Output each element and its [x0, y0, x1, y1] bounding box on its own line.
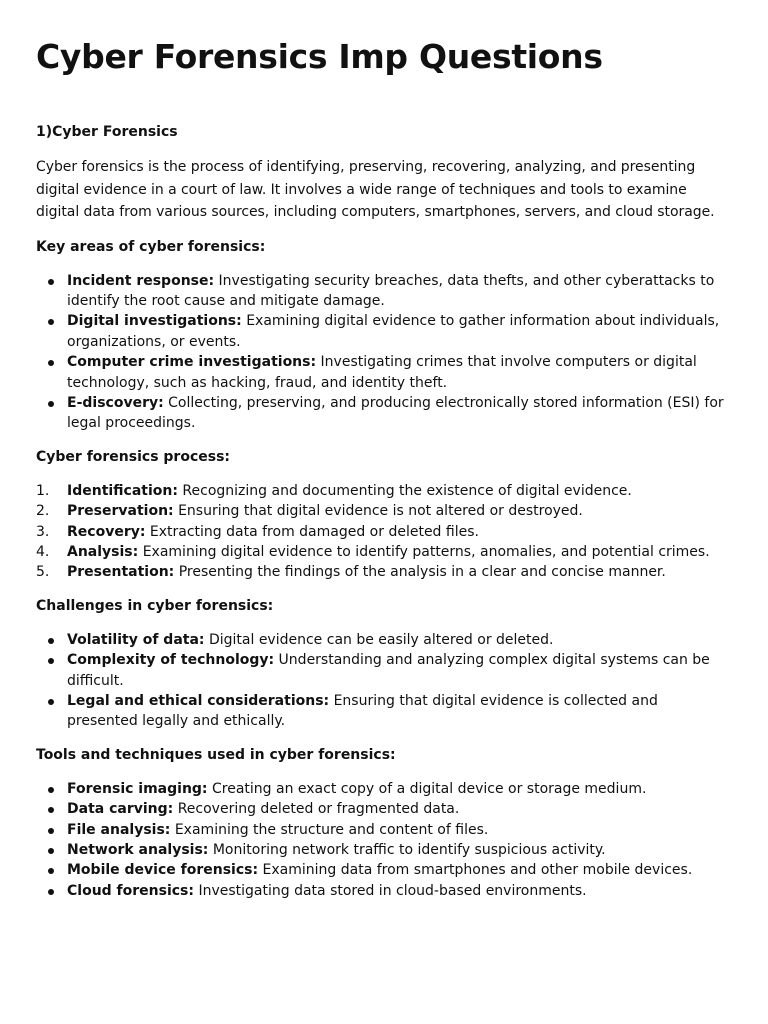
list-item	[67, 630, 732, 650]
list-item-term: Computer crime investigations:	[67, 354, 317, 371]
list-item	[67, 393, 732, 434]
list-item-term: Recovery:	[67, 523, 146, 540]
list-item	[67, 501, 732, 521]
list-item	[67, 271, 732, 312]
list-item-term: Forensic imaging:	[67, 780, 208, 797]
list-item-term: E-discovery:	[67, 394, 164, 411]
list-item-term: Incident response:	[67, 272, 215, 289]
list-item-text: Examining data from smartphones and other mobile devices.	[258, 862, 693, 879]
list-item-text: Examining the structure and content of files.	[170, 821, 489, 838]
list-item-term: Cloud forensics:	[67, 882, 194, 899]
list-item-term: Complexity of technology:	[67, 652, 275, 669]
challenges-heading: Challenges in cyber forensics:	[36, 597, 274, 614]
list-item-term: Analysis:	[67, 543, 139, 560]
list-item-term: Preservation:	[67, 503, 174, 520]
list-item	[67, 542, 732, 562]
list-item	[67, 691, 732, 732]
list-item-term: Volatility of data:	[67, 631, 205, 648]
list-item	[67, 562, 732, 582]
list-item-term: Network analysis:	[67, 842, 209, 859]
section-heading: 1)Cyber Forensics	[36, 124, 178, 140]
list-item-text: Examining digital evidence to gather information about individuals, organizations, or events.	[67, 313, 720, 350]
list-item-term: File analysis:	[67, 821, 171, 838]
list-item	[67, 799, 732, 819]
list-item-text: Understanding and analyzing complex digital systems can be difficult.	[67, 652, 710, 689]
list-item-text: Investigating security breaches, data thefts, and other cyberattacks to identify the root cause and mitigate damage.	[67, 272, 715, 309]
list-item	[67, 881, 732, 901]
challenges-list	[36, 630, 732, 732]
list-item-text: Recovering deleted or fragmented data.	[173, 801, 460, 818]
list-item	[67, 650, 732, 691]
list-item-term: Presentation:	[67, 564, 175, 581]
process-heading: Cyber forensics process:	[36, 448, 231, 465]
intro-paragraph: Cyber forensics is the process of identifying, preserving, recovering, analyzing, and presenting digital evidence in a court of law. It involves a wide range of techniques and tools to examine digital data from various sources, including computers, smartphones, servers, and cloud storage.	[36, 159, 715, 220]
list-item-term: Data carving:	[67, 801, 174, 818]
list-item-term: Legal and ethical considerations:	[67, 693, 330, 709]
list-item-text: Ensuring that digital evidence is collected and presented legally and ethically.	[67, 693, 658, 730]
list-item	[67, 860, 732, 880]
tools-list	[36, 779, 732, 901]
list-item	[67, 311, 732, 352]
list-item-text: Investigating data stored in cloud-based environments.	[194, 882, 587, 899]
list-item-text: Monitoring network traffic to identify suspicious activity.	[208, 842, 606, 859]
list-item-text: Investigating crimes that involve computers or digital technology, such as hacking, fraud, and identity theft.	[67, 354, 697, 391]
list-item-text: Collecting, preserving, and producing electronically stored information (ESI) for legal proceedings.	[67, 394, 724, 432]
list-item	[67, 352, 732, 393]
list-item-term: Mobile device forensics:	[67, 862, 259, 879]
list-item-text: Examining digital evidence to identify patterns, anomalies, and potential crimes.	[138, 543, 710, 560]
list-item-text: Digital evidence can be easily altered or deleted.	[204, 631, 554, 648]
key-areas-heading: Key areas of cyber forensics:	[36, 238, 266, 255]
list-item	[67, 820, 732, 840]
list-item	[67, 522, 732, 542]
page-title: Cyber Forensics Imp Questions	[36, 37, 603, 76]
list-item-text: Presenting the findings of the analysis in a clear and concise manner.	[174, 564, 666, 581]
list-item	[67, 840, 732, 860]
key-areas-list	[36, 271, 732, 434]
list-item	[67, 779, 732, 799]
process-list	[36, 481, 732, 583]
list-item-text: Ensuring that digital evidence is not altered or destroyed.	[173, 503, 583, 520]
list-item	[67, 481, 732, 501]
list-item-term: Digital investigations:	[67, 313, 242, 330]
list-item-term: Identification:	[67, 482, 178, 499]
list-item-text: Creating an exact copy of a digital device or storage medium.	[207, 780, 647, 797]
list-item-text: Recognizing and documenting the existence of digital evidence.	[177, 482, 632, 499]
tools-heading: Tools and techniques used in cyber forensics:	[36, 746, 396, 763]
list-item-text: Extracting data from damaged or deleted files.	[145, 523, 479, 540]
